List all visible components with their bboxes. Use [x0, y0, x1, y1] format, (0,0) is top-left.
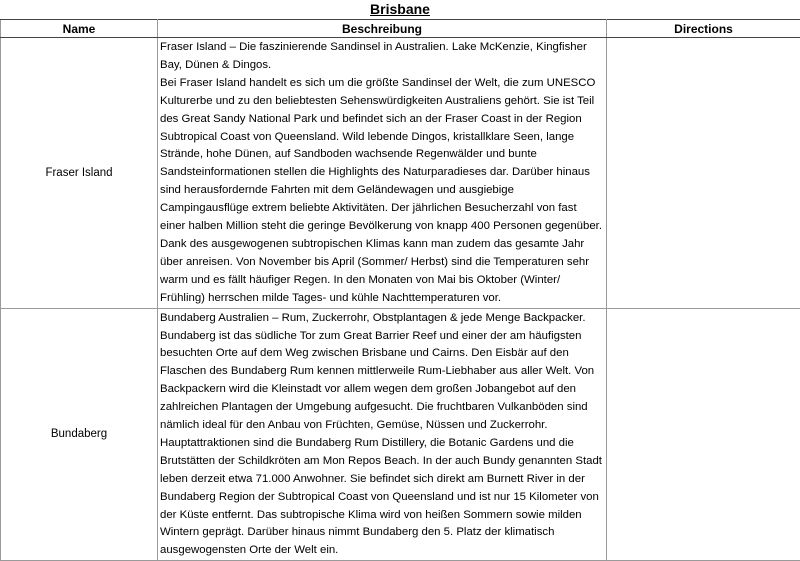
- header-directions[interactable]: Directions: [607, 20, 800, 38]
- description-cell[interactable]: [158, 38, 607, 309]
- description-line: Bundaberg ist das südliche Tor zum Great Barrier Reef und einer der am häufigsten besuchten Orte auf dem Weg zwischen Brisbane und Cairns. Den Eisbär auf den Flaschen des Bundaberg Rum kennen mittlerweile Rum-Liebhaber aus aller Welt. Von Backpackern wird die Kleinstadt vor allem wegen dem großen Jobangebot auf den zahlreichen Plantagen der Umgebung aufgesucht. Die fruchtbaren Vulkanböden sind nämlich ideal für den Anbau von Früchten, Gemüse, Nüssen und Zuckerrohr. Hauptattraktionen sind die Bundaberg Rum Distillery, die Botanic Gardens und die Brutstätten der Schildkröten am Mon Repos Beach. In der auch Bundy genannten Stadt leben derzeit etwa 71.000 Anwohner. Sie befindet sich direkt am Burnett River in der Bundaberg Region der Subtropical Coast von Queensland und ist nur 15 Kilometer von der Küste entfernt. Das subtropische Klima wird von heißen Sommern sowie milden Wintern geprägt. Darüber hinaus nimmt Bundaberg den 5. Platz der klimatisch ausgewogensten Orte der Welt ein.: [160, 328, 603, 561]
- name-cell[interactable]: Bundaberg: [1, 308, 158, 561]
- directions-cell[interactable]: [607, 38, 800, 309]
- description-cell[interactable]: [158, 308, 607, 561]
- sheet-title-cell[interactable]: [0, 0, 800, 19]
- name-cell[interactable]: Fraser Island: [1, 38, 158, 309]
- description-line: Bundaberg Australien – Rum, Zuckerrohr, Obstplantagen & jede Menge Backpacker.: [160, 310, 603, 328]
- data-table: [0, 19, 800, 561]
- header-description[interactable]: Beschreibung: [158, 20, 607, 38]
- header-row: [1, 20, 800, 38]
- description-line: Fraser Island – Die faszinierende Sandinsel in Australien. Lake McKenzie, Kingfisher Bay, Dünen & Dingos.: [160, 39, 603, 75]
- sheet-title: Brisbane: [370, 1, 430, 17]
- table-row: [1, 308, 800, 561]
- directions-cell[interactable]: [607, 308, 800, 561]
- header-name[interactable]: Name: [1, 20, 158, 38]
- description-line: Bei Fraser Island handelt es sich um die größte Sandinsel der Welt, die zum UNESCO Kulturerbe und zu den beliebtesten Sehenswürdigkeiten Australiens gehört. Sie ist Teil des Great Sandy National Park und befindet sich an der Fraser Coast in der Region Subtropical Coast von Queensland. Wild lebende Dingos, kristallklare Seen, lange Strände, hohe Dünen, auf Sandboden wachsende Regenwälder und bunte Sandsteinformationen stellen die Highlights des Naturparadieses dar. Darüber hinaus sind herausfordernde Fahrten mit dem Geländewagen und ausgiebige Campingausflüge extrem beliebte Aktivitäten. Der jährlichen Besucherzahl von fast einer halben Million steht die geringe Bevölkerung von knapp 400 Personen gegenüber. Dank des ausgewogenen subtropischen Klimas kann man zudem das gesamte Jahr über anreisen. Von November bis April (Sommer/ Herbst) sind die Temperaturen sehr warm und es fällt häufiger Regen. In den Monaten von Mai bis Oktober (Winter/ Frühling) herrschen milde Tages- und kühle Nachttemperaturen vor.: [160, 75, 603, 308]
- table-row: [1, 38, 800, 309]
